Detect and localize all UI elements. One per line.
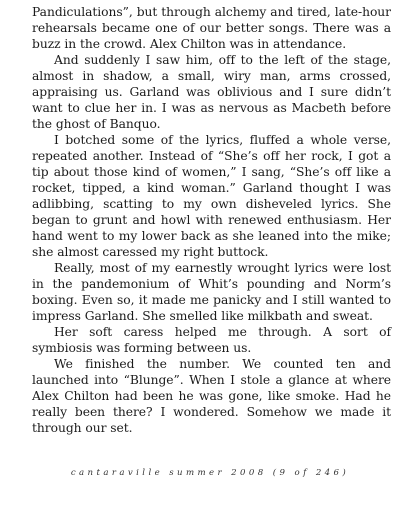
page-body	[32, 4, 391, 436]
paragraph-2: And suddenly I saw him, off to the left of the stage, almost in shadow, a small, wiry man, arms crossed, appraising us. Garland was oblivious and I sure didn’t want to clue her in. I was as nervous as Macbeth before the ghost of Banquo.	[32, 53, 391, 131]
paragraph-5: Her soft caress helped me through. A sort of symbiosis was forming between us.	[32, 325, 391, 355]
paragraph-3: I botched some of the lyrics, fluffed a whole verse, repeated another. Instead of “She’s off her rock, I got a tip about those kind of women,” I sang, “She’s off like a rocket, tipped, a kind woman.” Garland thought I was adlibbing, scatting to my own disheveled lyrics. She began to grunt and howl with renewed enthusiasm. Her hand went to my lower back as she leaned into the mike; she almost caressed my right buttock.	[32, 133, 391, 259]
page-footer: cantaraville summer 2008 (9 of 246)	[70, 468, 350, 478]
paragraph-6: We finished the number. We counted ten and launched into “Blunge”. When I stole a glance at where Alex Chilton had been he was gone, like smoke. Had he really been there? I wondered. Somehow we made it through our set.	[32, 357, 391, 435]
paragraph-1: Pandiculations”, but through alchemy and tired, late-hour rehearsals became one of our better songs. There was a buzz in the crowd. Alex Chilton was in attendance.	[32, 5, 391, 51]
paragraph-4: Really, most of my earnestly wrought lyrics were lost in the pandemonium of Whit’s pounding and Norm’s boxing. Even so, it made me panicky and I still wanted to impress Garland. She smelled like milkbath and sweat.	[32, 261, 391, 323]
